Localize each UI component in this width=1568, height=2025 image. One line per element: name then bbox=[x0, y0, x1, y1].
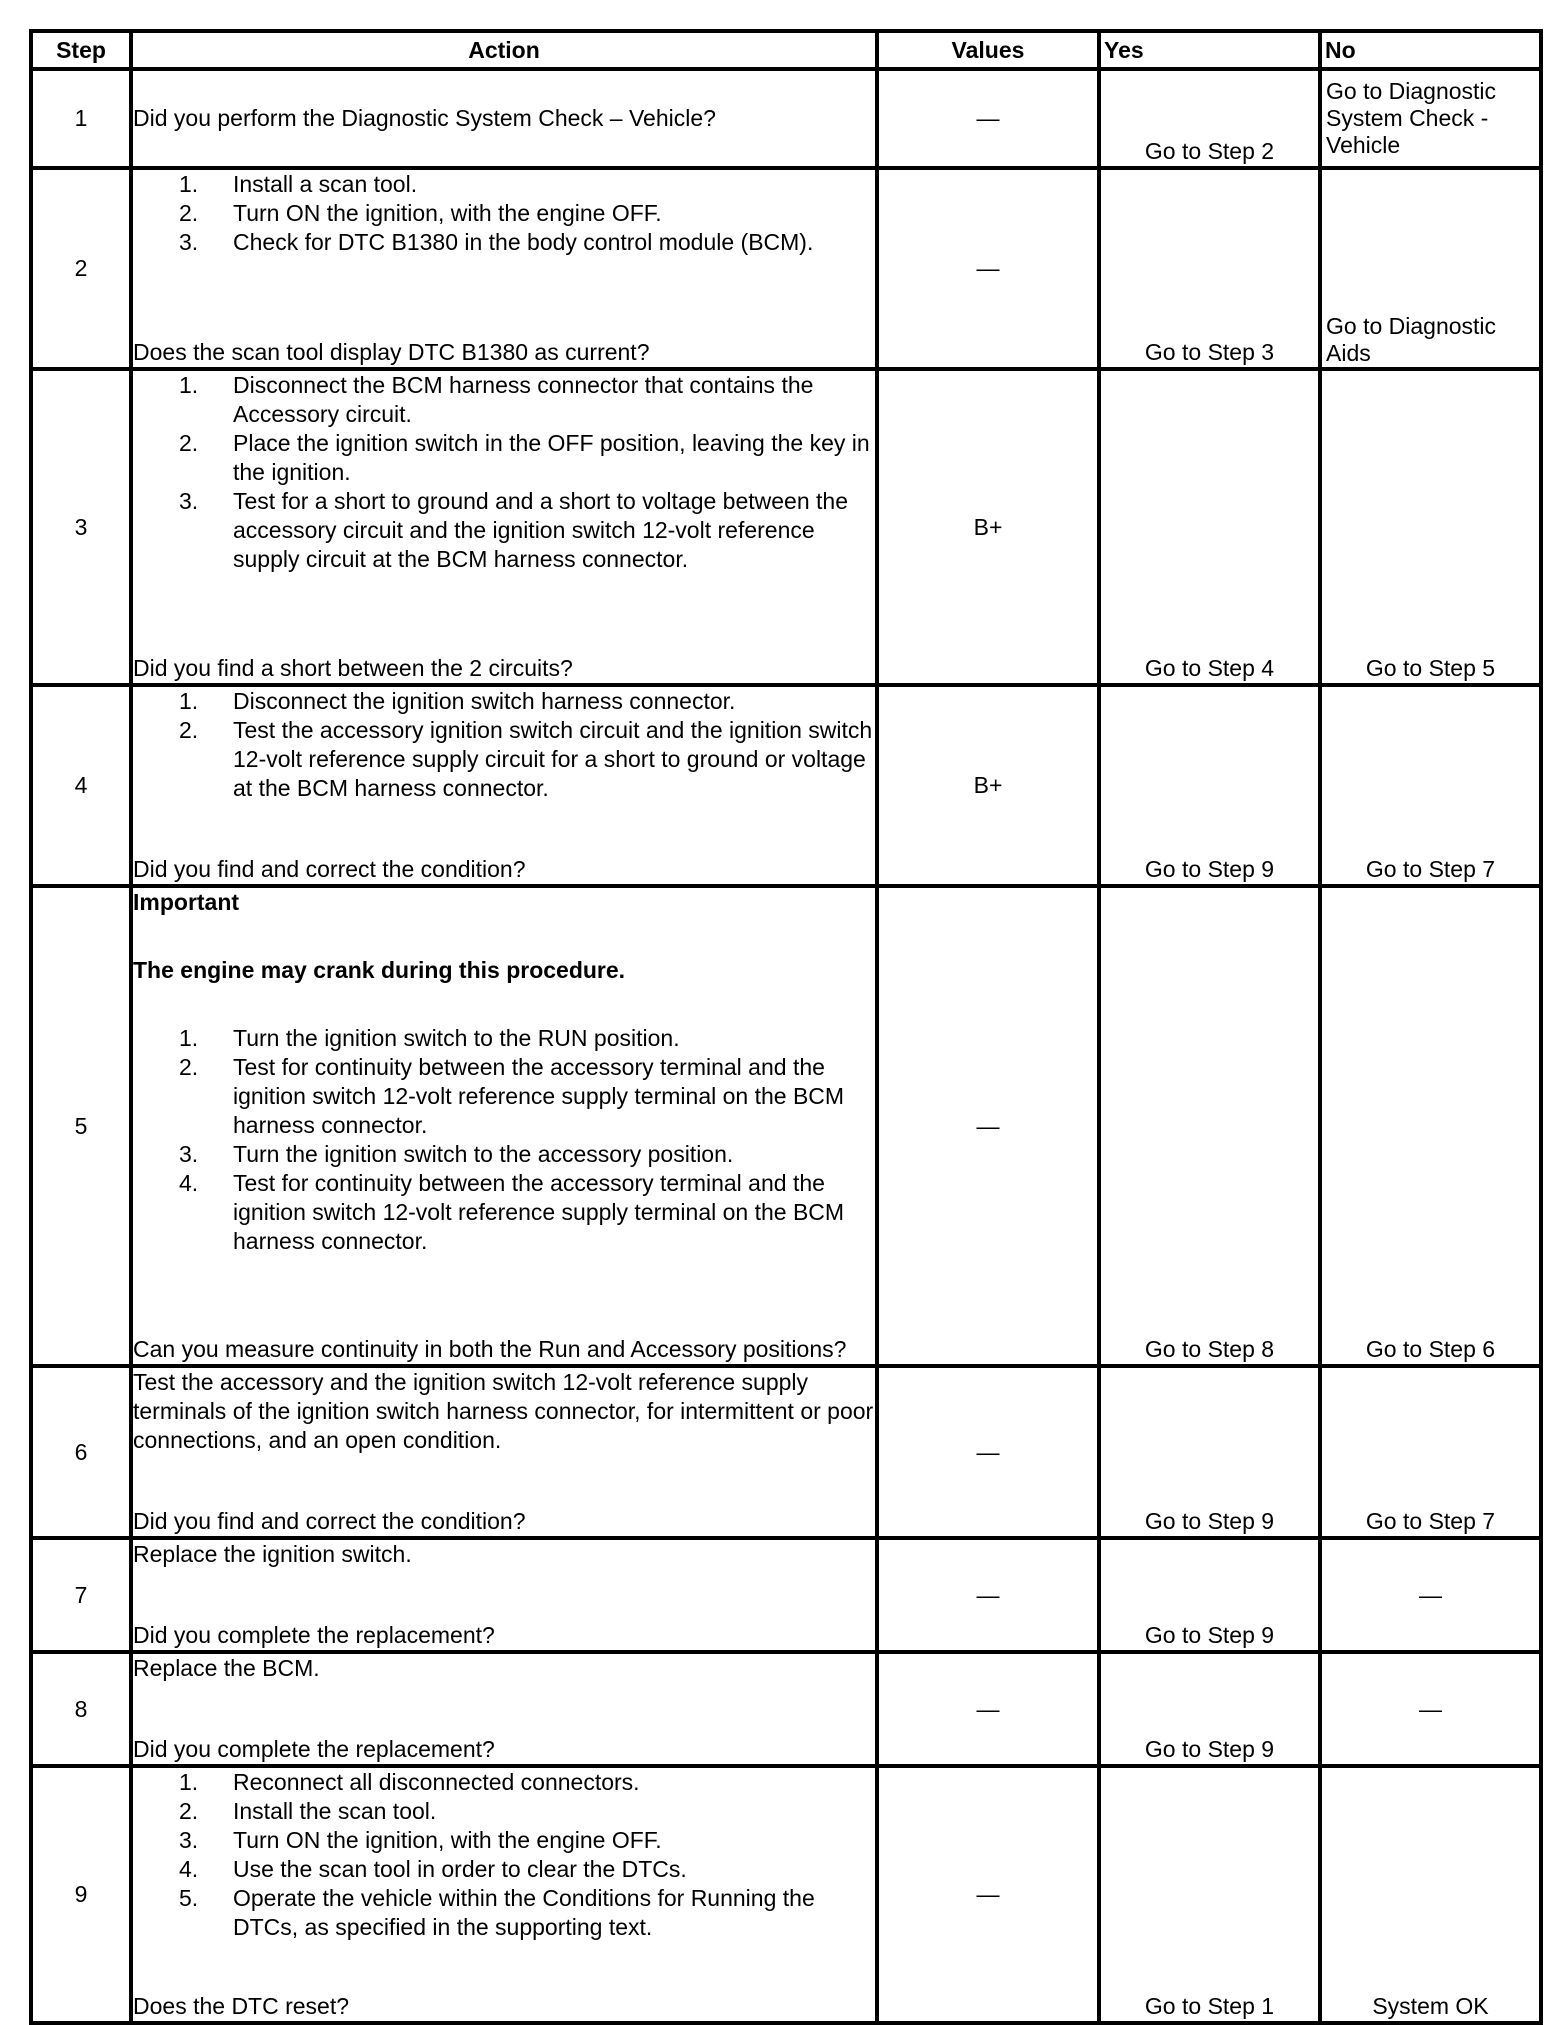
no-cell: — bbox=[1320, 1538, 1541, 1652]
list-item: 2. Turn ON the ignition, with the engine OFF. bbox=[179, 200, 662, 226]
yes-cell: Go to Step 8 bbox=[1099, 886, 1320, 1366]
list-item: 1. Install a scan tool. bbox=[179, 171, 418, 197]
no-line: Go to Diagnostic bbox=[1326, 78, 1497, 104]
action-text: Replace the ignition switch. bbox=[133, 1541, 412, 1567]
step-number: 9 bbox=[31, 1766, 131, 2023]
table-row bbox=[31, 1538, 1541, 1652]
list-item: 3. Turn ON the ignition, with the engine OFF. bbox=[179, 1827, 662, 1853]
action-question: Did you complete the replacement? bbox=[133, 1622, 495, 1648]
important-note: The engine may crank during this procedure. bbox=[133, 957, 626, 983]
values-cell: B+ bbox=[877, 685, 1099, 886]
action-cell bbox=[131, 69, 877, 168]
action-text: Replace the BCM. bbox=[133, 1655, 320, 1681]
step-number: 5 bbox=[31, 886, 131, 1366]
action-question: Did you find a short between the 2 circuits? bbox=[133, 655, 573, 681]
list-item: 2. Test for continuity between the accessory terminal and the ignition switch 12-volt reference supply terminal on the BCM harness connector. bbox=[179, 1054, 845, 1138]
values-cell: — bbox=[877, 1652, 1099, 1766]
header-row bbox=[31, 31, 1541, 69]
list-item: 3. Check for DTC B1380 in the body control module (BCM). bbox=[179, 229, 814, 255]
action-cell bbox=[131, 886, 877, 1366]
action-cell bbox=[131, 168, 877, 369]
list-item: 2. Install the scan tool. bbox=[179, 1798, 437, 1824]
action-cell bbox=[131, 1652, 877, 1766]
table-row bbox=[31, 168, 1541, 369]
table-row bbox=[31, 685, 1541, 886]
step-number: 1 bbox=[31, 69, 131, 168]
list-item: 1. Disconnect the BCM harness connector that contains the Accessory circuit. bbox=[179, 372, 814, 427]
action-cell bbox=[131, 1766, 877, 2023]
list-item: 4. Test for continuity between the accessory terminal and the ignition switch 12-volt reference supply terminal on the BCM harness connector. bbox=[179, 1170, 845, 1254]
action-cell bbox=[131, 1366, 877, 1538]
list-item: 1. Turn the ignition switch to the RUN position. bbox=[179, 1025, 680, 1051]
header-step: Step bbox=[31, 31, 131, 69]
header-action: Action bbox=[131, 31, 877, 69]
header-yes: Yes bbox=[1099, 31, 1320, 69]
step-number: 3 bbox=[31, 369, 131, 685]
values-cell: — bbox=[877, 1366, 1099, 1538]
no-cell: Go to Step 7 bbox=[1320, 685, 1541, 886]
action-steps bbox=[133, 1768, 875, 1942]
values-cell: — bbox=[877, 69, 1099, 168]
yes-cell: Go to Step 3 bbox=[1099, 168, 1320, 369]
no-cell: Go to Step 7 bbox=[1320, 1366, 1541, 1538]
action-question: Does the scan tool display DTC B1380 as current? bbox=[133, 339, 650, 365]
header-values: Values bbox=[877, 31, 1099, 69]
values-cell: — bbox=[877, 886, 1099, 1366]
list-item: 3. Test for a short to ground and a short to voltage between the accessory circuit and the ignition switch 12-volt reference supply circuit at the BCM harness connector. bbox=[179, 488, 849, 572]
yes-cell: Go to Step 1 bbox=[1099, 1766, 1320, 2023]
yes-cell: Go to Step 4 bbox=[1099, 369, 1320, 685]
no-cell: Go to Step 6 bbox=[1320, 886, 1541, 1366]
action-cell bbox=[131, 1538, 877, 1652]
step-number: 4 bbox=[31, 685, 131, 886]
no-cell: — bbox=[1320, 1652, 1541, 1766]
step-number: 8 bbox=[31, 1652, 131, 1766]
action-question: Did you find and correct the condition? bbox=[133, 856, 526, 882]
yes-cell: Go to Step 2 bbox=[1099, 69, 1320, 168]
action-steps bbox=[133, 371, 875, 574]
no-line: Go to Diagnostic bbox=[1326, 313, 1497, 339]
action-question: Can you measure continuity in both the Run and Accessory positions? bbox=[133, 1336, 847, 1362]
action-steps bbox=[133, 687, 875, 803]
table-row bbox=[31, 1652, 1541, 1766]
yes-cell: Go to Step 9 bbox=[1099, 1366, 1320, 1538]
yes-cell: Go to Step 9 bbox=[1099, 1652, 1320, 1766]
action-steps bbox=[133, 170, 875, 257]
diagnostic-table bbox=[29, 29, 1543, 2025]
list-item: 1. Disconnect the ignition switch harness connector. bbox=[179, 688, 736, 714]
no-cell bbox=[1320, 168, 1541, 369]
step-number: 7 bbox=[31, 1538, 131, 1652]
table-row bbox=[31, 886, 1541, 1366]
table-row bbox=[31, 369, 1541, 685]
action-question: Did you complete the replacement? bbox=[133, 1736, 495, 1762]
no-cell: System OK bbox=[1320, 1766, 1541, 2023]
list-item: 2. Test the accessory ignition switch circuit and the ignition switch 12-volt reference supply circuit for a short to ground or voltage at the BCM harness connector. bbox=[179, 717, 873, 801]
action-steps bbox=[133, 1024, 875, 1256]
no-cell bbox=[1320, 69, 1541, 168]
list-item: 5. Operate the vehicle within the Conditions for Running the DTCs, as specified in the supporting text. bbox=[179, 1885, 815, 1940]
action-question: Did you find and correct the condition? bbox=[133, 1508, 526, 1534]
no-line: Vehicle bbox=[1326, 132, 1401, 158]
values-cell: — bbox=[877, 1766, 1099, 2023]
step-number: 2 bbox=[31, 168, 131, 369]
no-cell: Go to Step 5 bbox=[1320, 369, 1541, 685]
action-cell bbox=[131, 369, 877, 685]
no-line: Aids bbox=[1326, 340, 1371, 366]
values-cell: — bbox=[877, 168, 1099, 369]
list-item: 3. Turn the ignition switch to the accessory position. bbox=[179, 1141, 734, 1167]
action-text: Test the accessory and the ignition switch 12-volt reference supply terminals of the ignition switch harness connector, for intermittent or poor connections, and an open condition. bbox=[133, 1369, 874, 1453]
action-question: Did you perform the Diagnostic System Check – Vehicle? bbox=[133, 105, 716, 131]
table-row bbox=[31, 69, 1541, 168]
list-item: 2. Place the ignition switch in the OFF position, leaving the key in the ignition. bbox=[179, 430, 870, 485]
action-question: Does the DTC reset? bbox=[133, 1993, 350, 2019]
action-cell bbox=[131, 685, 877, 886]
values-cell: B+ bbox=[877, 369, 1099, 685]
values-cell: — bbox=[877, 1538, 1099, 1652]
no-line: System Check - bbox=[1326, 105, 1489, 131]
table-row bbox=[31, 1766, 1541, 2023]
yes-cell: Go to Step 9 bbox=[1099, 1538, 1320, 1652]
step-number: 6 bbox=[31, 1366, 131, 1538]
important-label: Important bbox=[133, 889, 240, 915]
table-row bbox=[31, 1366, 1541, 1538]
list-item: 1. Reconnect all disconnected connectors. bbox=[179, 1769, 640, 1795]
list-item: 4. Use the scan tool in order to clear the DTCs. bbox=[179, 1856, 687, 1882]
yes-cell: Go to Step 9 bbox=[1099, 685, 1320, 886]
header-no: No bbox=[1320, 31, 1541, 69]
